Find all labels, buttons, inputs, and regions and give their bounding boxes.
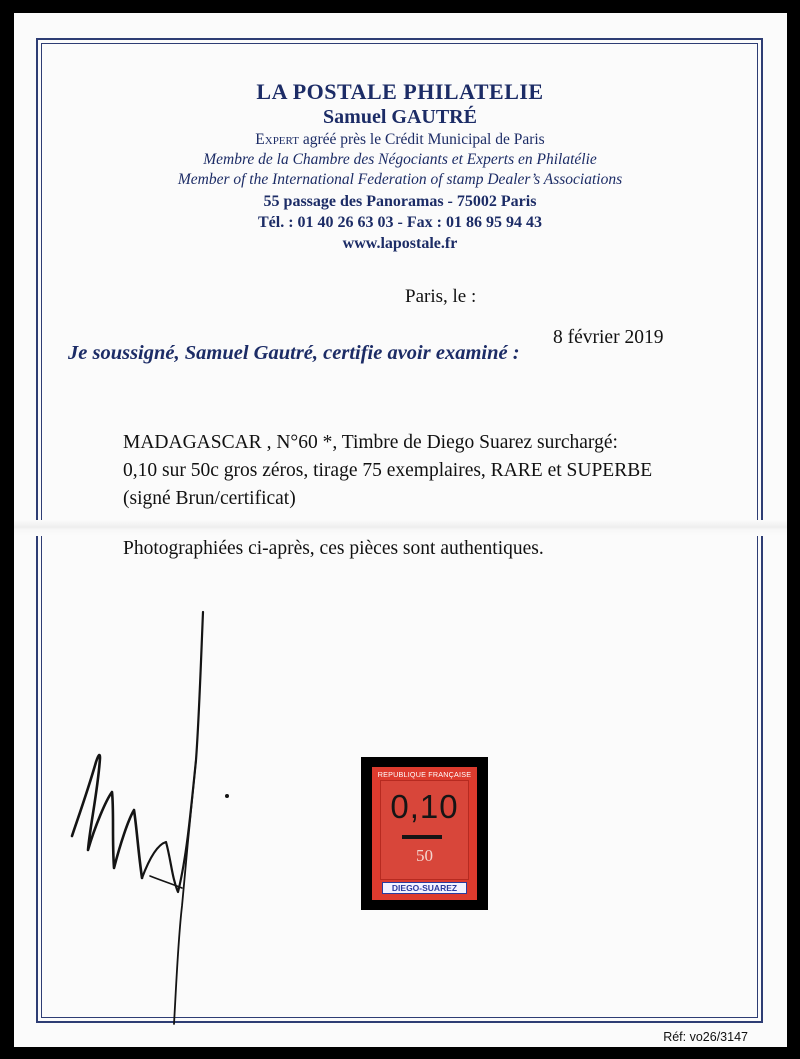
description-line-2: 0,10 sur 50c gros zéros, tirage 75 exemplaires, RARE et SUPERBE (123, 460, 653, 481)
expert-prefix: Expert (255, 131, 299, 148)
authenticity-statement: Photographiées ci-après, ces pièces sont authentiques. (123, 538, 544, 559)
expert-name: Samuel GAUTRÉ (323, 106, 477, 128)
address: 55 passage des Panoramas - 75002 Paris (263, 193, 537, 210)
stamp-surcharge: 0,10 (390, 788, 459, 825)
stamp-image (372, 767, 477, 900)
stamp-surcharge-bar (402, 835, 442, 839)
reference-number: Réf: vo26/3147 (663, 1030, 748, 1044)
description-line-3: (signé Brun/certificat) (123, 488, 296, 509)
company-name: LA POSTALE PHILATELIE (256, 79, 544, 104)
stamp-colony-label: DIEGO-SUAREZ (382, 882, 467, 894)
description-line-1: MADAGASCAR , N°60 *, Timbre de Diego Suarez surchargé: (123, 432, 618, 453)
website: www.lapostale.fr (342, 235, 458, 252)
stamp-original-value: 50 (416, 846, 433, 865)
phone-fax: Tél. : 01 40 26 63 03 - Fax : 01 86 95 94 43 (258, 214, 542, 231)
membership-fr: Membre de la Chambre des Négociants et Experts en Philatélie (203, 151, 597, 168)
place-label: Paris, le : (405, 286, 477, 307)
expert-rest: agréé près le Crédit Municipal de Paris (298, 131, 545, 148)
certificate-date: 8 février 2019 (553, 327, 664, 348)
membership-en: Member of the International Federation of stamp Dealer’s Associations (177, 171, 623, 188)
certification-statement: Je soussigné, Samuel Gautré, certifie avoir examiné : (68, 342, 520, 364)
stamp-country-text: REPUBLIQUE FRANÇAISE (377, 770, 472, 779)
